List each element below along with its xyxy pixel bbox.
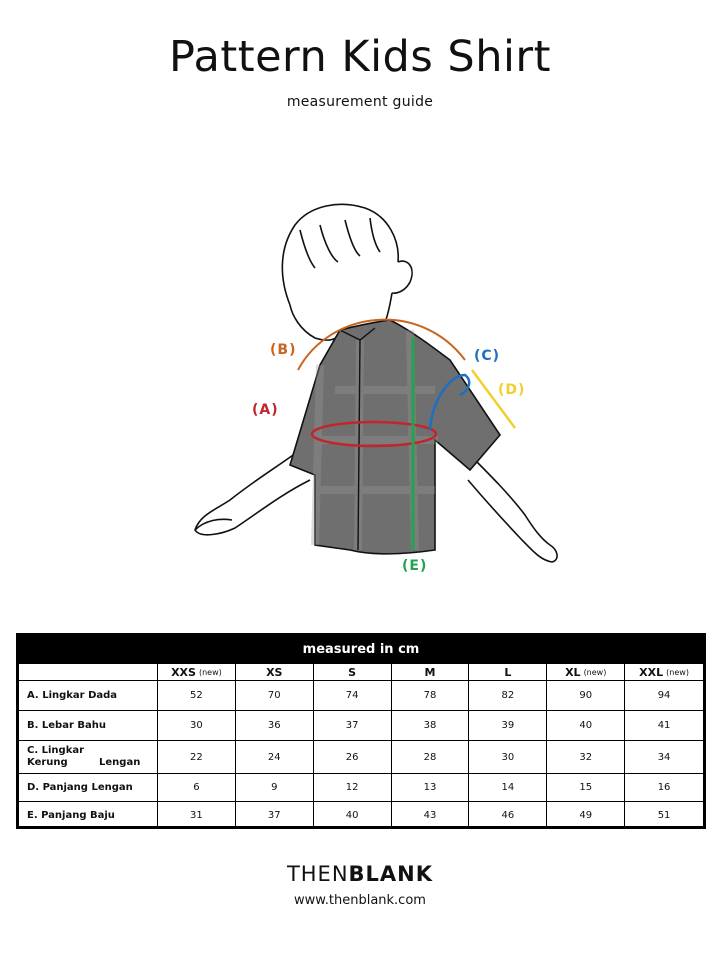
measurement-value: 70 (236, 681, 314, 711)
measurement-row-label: B. Lebar Bahu (19, 711, 158, 741)
size-header-2 (314, 664, 392, 681)
page-subtitle: measurement guide (286, 94, 434, 110)
label-a: (A) (252, 402, 279, 418)
measurement-value: 39 (469, 711, 547, 741)
brand-part-1: THEN (286, 862, 349, 886)
measurement-value: 49 (547, 802, 625, 829)
size-label: XXS (171, 665, 196, 679)
label-d: (D) (498, 382, 526, 398)
size-label: M (424, 665, 436, 679)
measurement-value: 28 (392, 741, 470, 774)
shirt (290, 320, 500, 554)
size-grid (19, 664, 703, 826)
kid-shirt-illustration (160, 190, 580, 590)
size-label: XXL (639, 665, 664, 679)
measurement-value: 24 (236, 741, 314, 774)
website-url: www.thenblank.com (294, 893, 426, 908)
measurement-value: 90 (547, 681, 625, 711)
size-header-0 (158, 664, 236, 681)
measurement-value: 74 (314, 681, 392, 711)
size-note: (new) (583, 667, 607, 677)
measurement-value: 40 (314, 802, 392, 829)
brand-part-2: BLANK (348, 862, 434, 886)
measurement-value: 22 (158, 741, 236, 774)
table-corner (19, 664, 158, 681)
measurement-value: 46 (469, 802, 547, 829)
measurement-value: 40 (547, 711, 625, 741)
size-label: L (504, 665, 512, 679)
size-note: (new) (666, 667, 689, 677)
label-e: (E) (402, 558, 428, 574)
measurement-value: 14 (469, 774, 547, 802)
size-label: S (348, 665, 357, 679)
measurement-value: 34 (625, 741, 703, 774)
measurement-value: 36 (236, 711, 314, 741)
measurement-value: 12 (314, 774, 392, 802)
measurement-value: 31 (158, 802, 236, 829)
label-b: (B) (270, 342, 297, 358)
size-label: XL (565, 665, 581, 679)
measurement-value: 26 (314, 741, 392, 774)
measurement-row-label: C. Lingkar Kerung Lengan (19, 741, 158, 774)
label-c: (C) (474, 348, 501, 364)
measurement-value: 15 (547, 774, 625, 802)
measurement-value: 82 (469, 681, 547, 711)
measurement-value: 30 (469, 741, 547, 774)
measurement-row-label: D. Panjang Lengan (19, 774, 158, 802)
measurement-value: 16 (625, 774, 703, 802)
measurement-value: 41 (625, 711, 703, 741)
size-label: XS (266, 665, 283, 679)
measurement-value: 94 (625, 681, 703, 711)
size-note: (new) (198, 667, 222, 677)
measurement-row-label: A. Lingkar Dada (19, 681, 158, 711)
page-title: Pattern Kids Shirt (169, 32, 551, 82)
measurement-value: 30 (158, 711, 236, 741)
size-header-1 (236, 664, 314, 681)
size-header-5 (547, 664, 625, 681)
size-header-6 (625, 664, 703, 681)
measurement-value: 6 (158, 774, 236, 802)
measurement-value: 9 (236, 774, 314, 802)
measurement-value: 32 (547, 741, 625, 774)
measurement-value: 38 (392, 711, 470, 741)
measurement-value: 37 (236, 802, 314, 829)
measurement-value: 51 (657, 810, 671, 821)
size-header-3 (392, 664, 470, 681)
measurement-row-label: E. Panjang Baju (19, 802, 158, 829)
measurement-value: 43 (392, 802, 470, 829)
measurement-value: 78 (392, 681, 470, 711)
table-heading: measured in cm (302, 642, 420, 657)
brand-logo (0, 862, 720, 886)
measurement-value: 52 (158, 681, 236, 711)
size-header-4 (469, 664, 547, 681)
measurement-value: 37 (314, 711, 392, 741)
size-table (16, 633, 706, 829)
measurement-value: 13 (392, 774, 470, 802)
